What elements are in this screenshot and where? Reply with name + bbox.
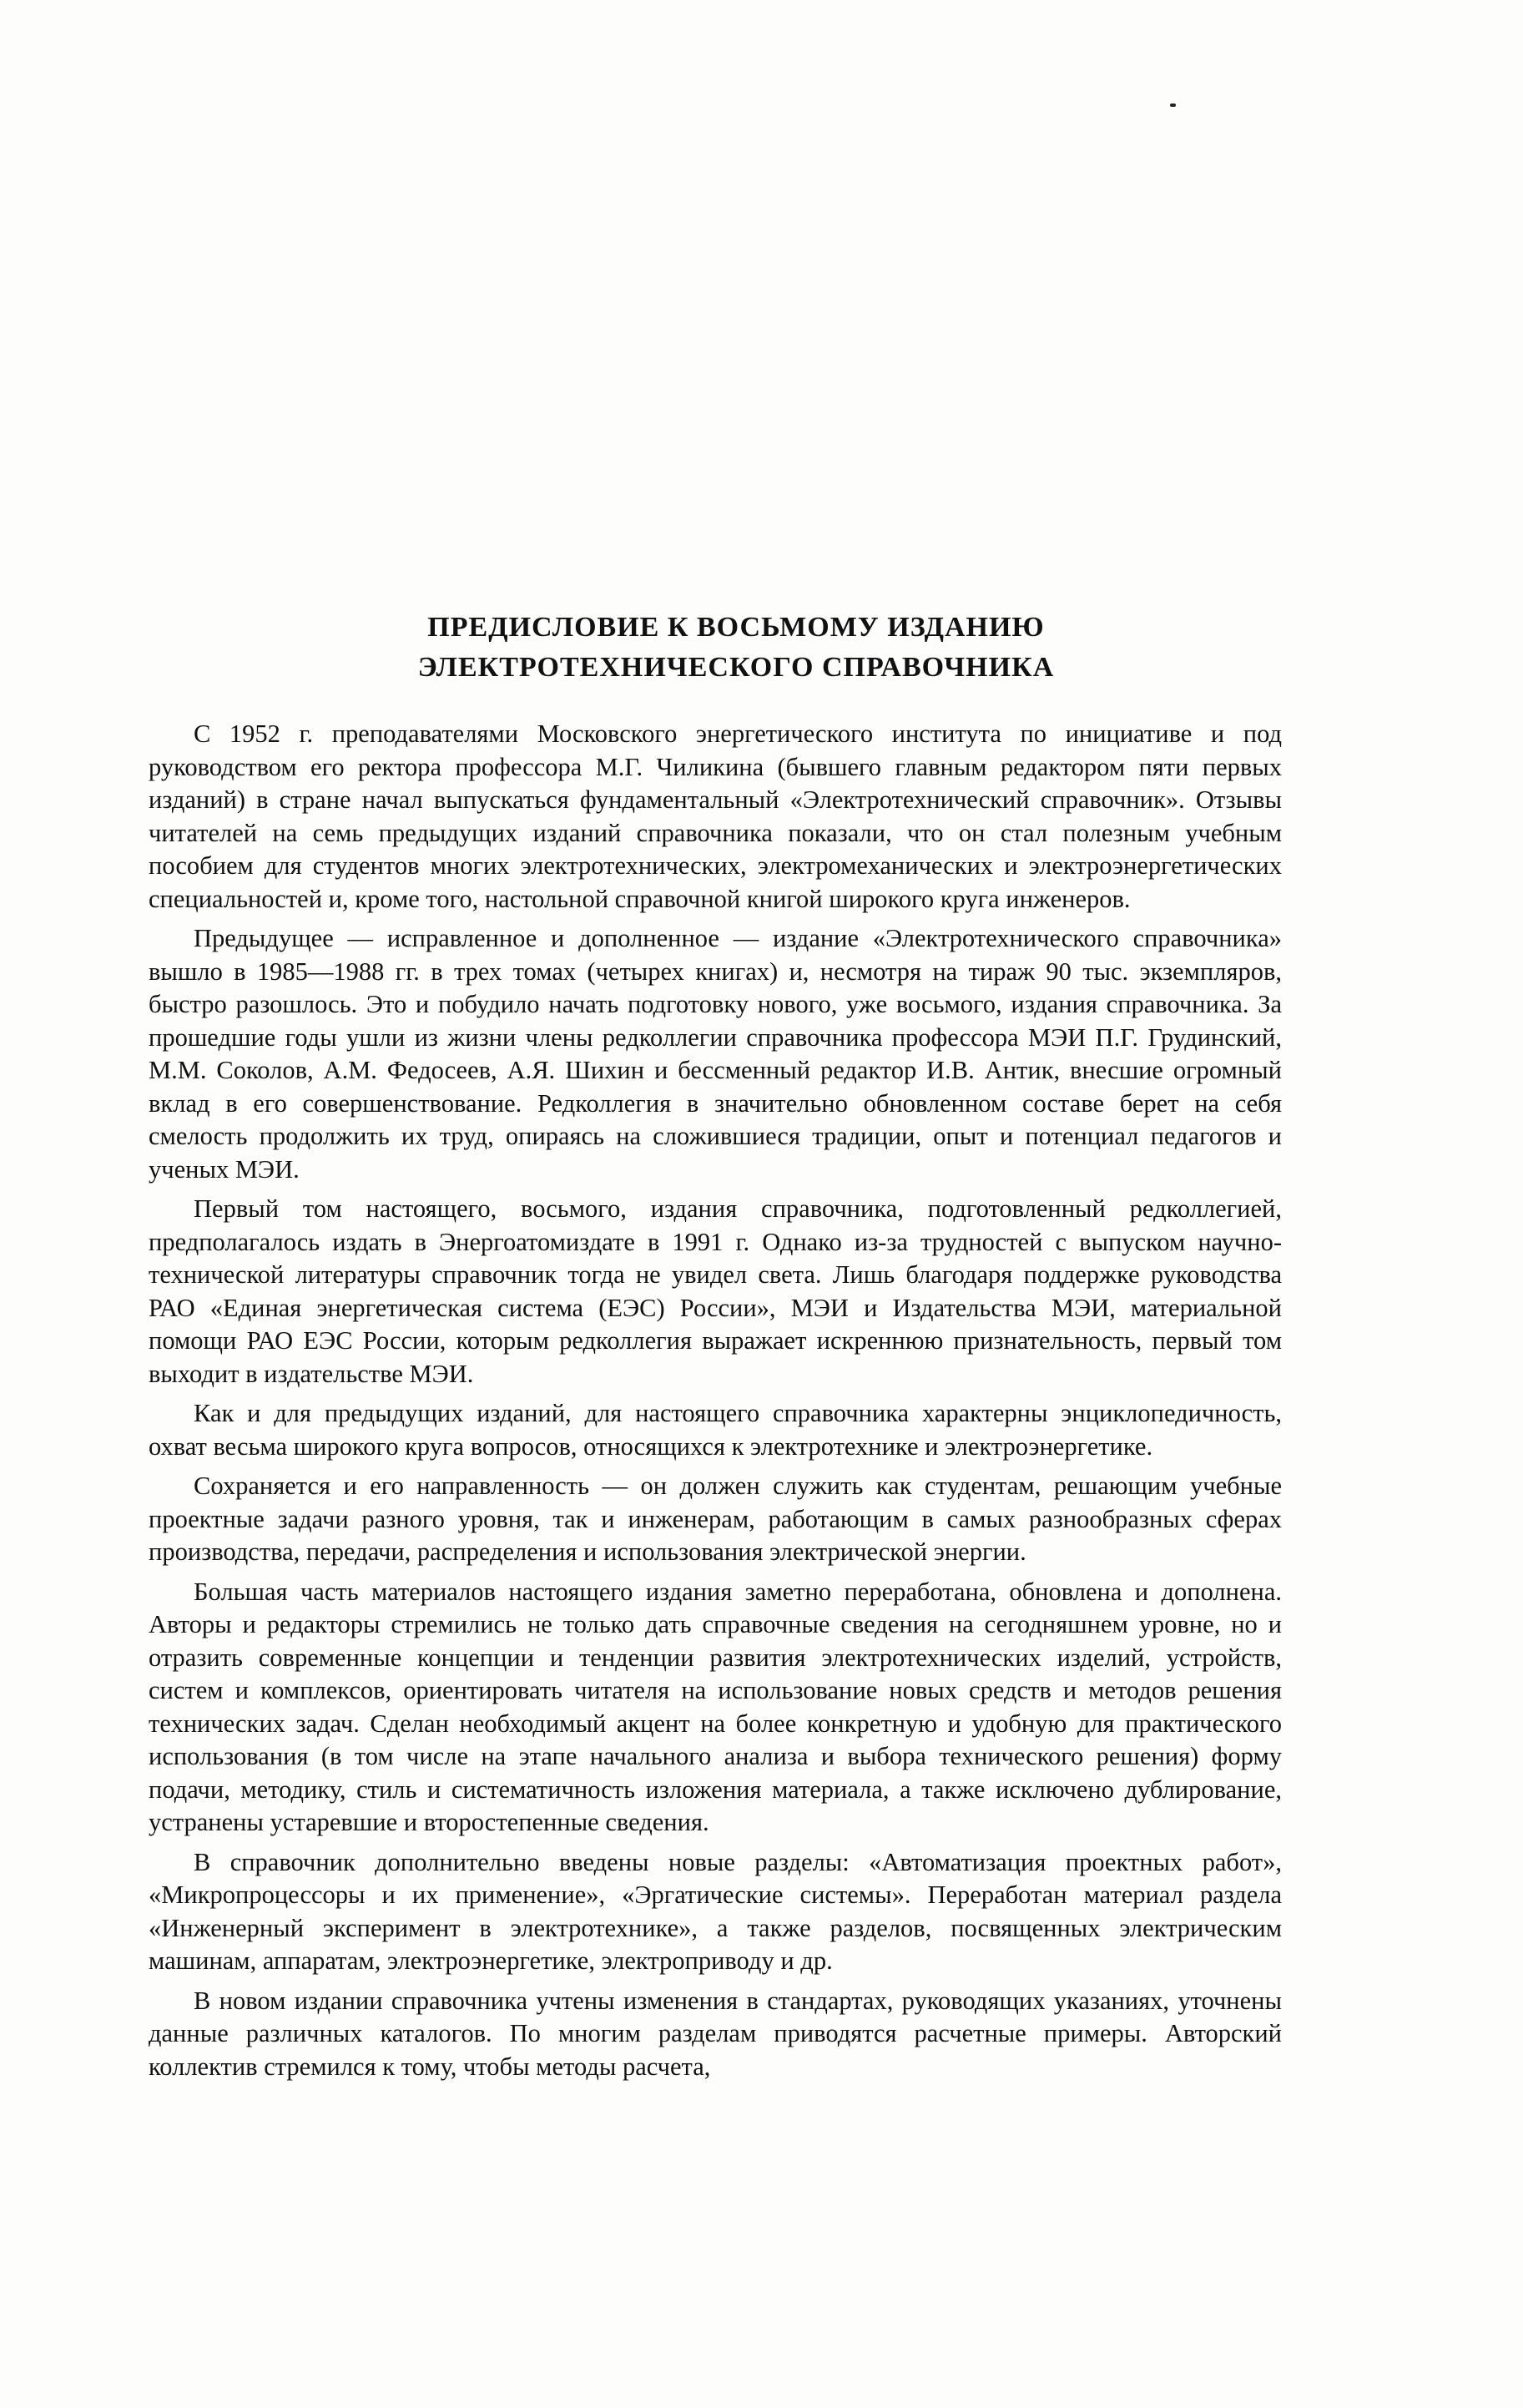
title-line-2: ЭЛЕКТРОТЕХНИЧЕСКОГО СПРАВОЧНИКА: [417, 652, 1055, 683]
scan-speck: [1170, 103, 1176, 107]
paragraph-3: Первый том настоящего, восьмого, издания справочника, подготовленный редколлегией, предполагалось издать в Энергоатомиздате в 1991 г. Однако из-за трудностей с выпуском научно-технической литературы справочник тогда не увидел света. Лишь благодаря поддержке руководства РАО «Единая энергетическая система (ЕЭС) России», МЭИ и Издательства МЭИ, материальной помощи РАО ЕЭС России, которым редколлегия выражает искреннюю признательность, первый том выходит в издательстве МЭИ.: [149, 1194, 1282, 1388]
paragraph-8: В новом издании справочника учтены изменения в стандартах, руководящих указаниях, уточнены данные различных каталогов. По многим разделам приводятся расчетные примеры. Авторский коллектив стремился к тому, чтобы методы расчета,: [149, 1986, 1282, 2081]
title-line-1: ПРЕДИСЛОВИЕ К ВОСЬМОМУ ИЗДАНИЮ: [427, 612, 1045, 643]
paragraph-6: Большая часть материалов настоящего издания заметно переработана, обновлена и дополнена. Авторы и редакторы стремились не только дать справочные сведения на сегодняшнем уровне, но и отразить современные концепции и тенденции развития электротехнических изделий, устройств, систем и комплексов, ориентировать читателя на использование новых средств и методов решения технических задач. Сделан необходимый акцент на более конкретную и удобную для практического использования (в том числе на этапе начального анализа и выбора технического решения) форму подачи, методику, стиль и систематичность изложения материала, а также исключено дублирование, устранены устаревшие и второстепенные сведения.: [149, 1577, 1282, 1836]
paragraph-5: Сохраняется и его направленность — он должен служить как студентам, решающим учебные проектные задачи разного уровня, так и инженерам, работающим в самых разнообразных сферах производства, передачи, распределения и использования электрической энергии.: [149, 1472, 1282, 1566]
paragraph-7: В справочник дополнительно введены новые разделы: «Автоматизация проектных работ», «Микропроцессоры и их применение», «Эргатические системы». Переработан материал раздела «Инженерный эксперимент в электротехнике», а также разделов, посвященных электрическим машинам, аппаратам, электроэнергетике, электроприводу и др.: [149, 1847, 1282, 1975]
paragraph-1: С 1952 г. преподавателями Московского энергетического института по инициативе и под руководством его ректора профессора М.Г. Чиликина (бывшего главным редактором пяти первых изданий) в стране начал выпускаться фундаментальный «Электротехнический справочник». Отзывы читателей на семь предыдущих изданий справочника показали, что он стал полезным учебным пособием для студентов многих электротехнических, электромеханических и электроэнергетических специальностей и, кроме того, настольной справочной книгой широкого круга инженеров.: [149, 719, 1282, 913]
body-text: [149, 718, 1282, 2090]
paragraph-2: Предыдущее — исправленное и дополненное — издание «Электротехнического справочника» вышло в 1985—1988 гг. в трех томах (четырех книгах) и, несмотря на тираж 90 тыс. экземпляров, быстро разошлось. Это и побудило начать подготовку нового, уже восьмого, издания справочника. За прошедшие годы ушли из жизни члены редколлегии справочника профессора МЭИ П.Г. Грудинский, М.М. Соколов, А.М. Федосеев, А.Я. Шихин и бессменный редактор И.В. Антик, внесшие огромный вклад в его совершенствование. Редколлегия в значительно обновленном составе берет на себя смелость продолжить их труд, опираясь на сложившиеся традиции, опыт и потенциал педагогов и ученых МЭИ.: [149, 924, 1282, 1184]
document-title: [194, 608, 1278, 688]
paragraph-4: Как и для предыдущих изданий, для настоящего справочника характерны энциклопедичность, охват весьма широкого круга вопросов, относящихся к электротехнике и электроэнергетике.: [149, 1399, 1282, 1461]
